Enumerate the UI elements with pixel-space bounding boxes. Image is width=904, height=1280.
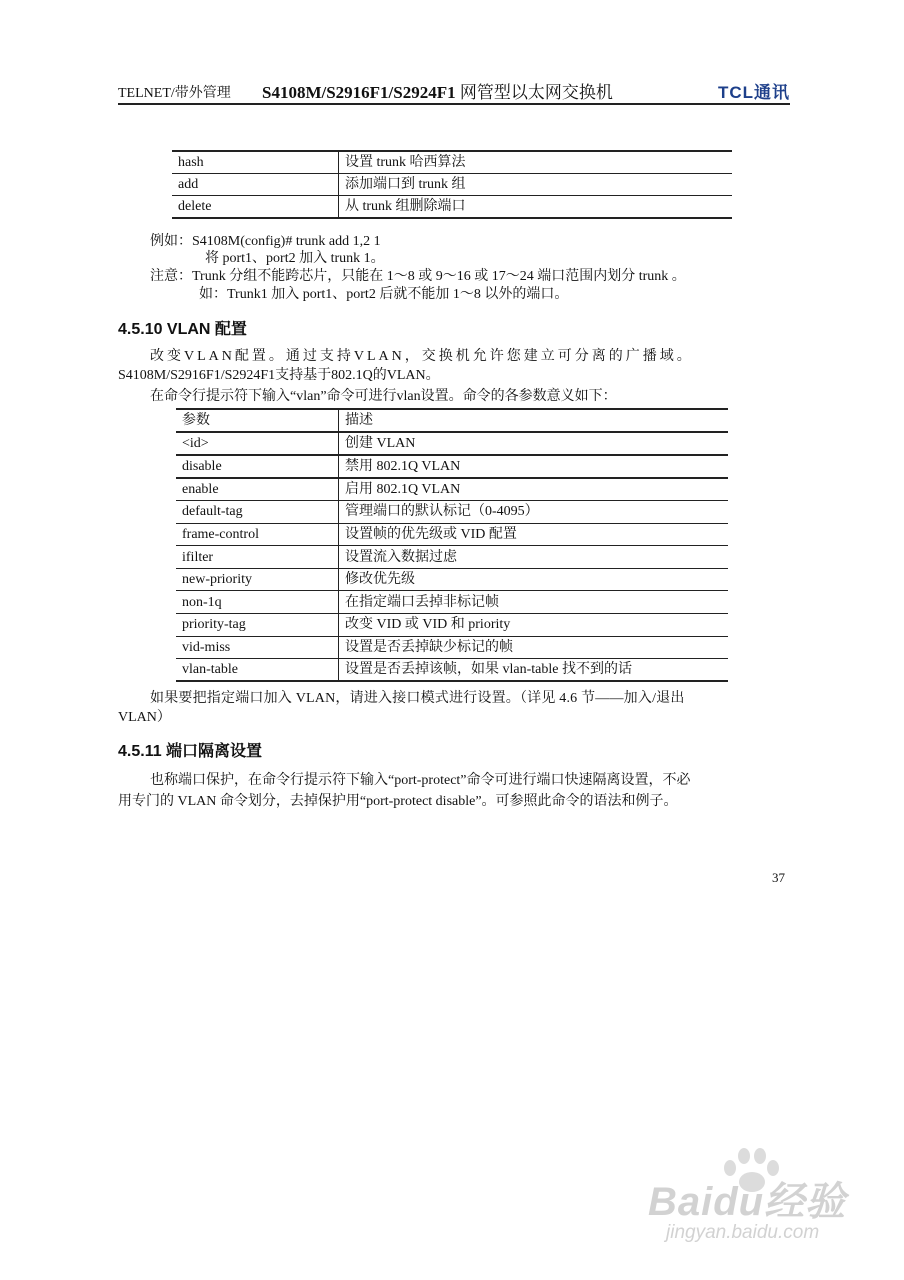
trunk-parameter-table — [172, 150, 732, 219]
desc-cell: 禁用 802.1Q VLAN — [345, 459, 461, 474]
param-cell: frame-control — [176, 523, 339, 546]
note-line-2: 如：Trunk1 加入 port1、port2 后就不能加 1～8 以外的端口。 — [199, 287, 569, 302]
table-row — [176, 523, 728, 546]
desc-cell: 改变 VID 或 VID 和 priority — [345, 617, 511, 633]
vlan-intro-line-2: S4108M/S2916F1/S2924F1支持基于802.1Q的VLAN。 — [118, 368, 440, 383]
desc-cell: 设置 trunk 哈西算法 — [345, 155, 466, 170]
param-cell: delete — [172, 196, 339, 219]
table-row — [176, 614, 728, 637]
table-row — [176, 501, 728, 524]
section-heading-vlan-config: 4.5.10 VLAN 配置 — [118, 321, 247, 338]
desc-cell: 设置帧的优先级或 VID 配置 — [345, 526, 517, 542]
table-row — [176, 568, 728, 591]
param-cell: hash — [172, 151, 339, 174]
table-row — [172, 174, 732, 196]
desc-cell: 修改优先级 — [345, 572, 415, 588]
after-table-line-2: VLAN） — [118, 710, 171, 725]
table-row — [176, 591, 728, 614]
example-command: 例如：S4108M(config)# trunk add 1,2 1 — [150, 234, 381, 249]
desc-cell: 管理端口的默认标记（0-4095） — [345, 504, 539, 520]
desc-cell: 设置是否丢掉该帧，如果 vlan-table 找不到的话 — [345, 662, 632, 678]
param-cell: ifilter — [176, 546, 339, 569]
tcl-logo: TCL通讯 — [717, 83, 790, 102]
param-cell: default-tag — [176, 501, 339, 524]
table-row — [176, 478, 728, 501]
desc-cell: 创建 VLAN — [345, 436, 416, 451]
table-row — [176, 432, 728, 455]
param-cell: vlan-table — [176, 659, 339, 682]
page-header — [118, 78, 790, 102]
page-number: 37 — [772, 870, 785, 885]
desc-cell: 设置流入数据过虑 — [345, 549, 457, 565]
header-model-names: S4108M/S2916F1/S2924F1 — [262, 83, 456, 102]
port-isolation-line-1: 也称端口保护，在命令行提示符下输入“port-protect”命令可进行端口快速隔离设置，不必 — [150, 773, 691, 788]
header-title-suffix: 网管型以太网交换机 — [459, 83, 613, 102]
desc-cell: 设置是否丢掉缺少标记的帧 — [345, 639, 513, 655]
vlan-command-intro: 在命令行提示符下输入“vlan”命令可进行vlan设置。命令的各参数意义如下： — [150, 389, 617, 404]
vlan-parameter-table — [176, 408, 728, 682]
table-row — [176, 455, 728, 478]
table-row — [176, 546, 728, 569]
desc-cell: 添加端口到 trunk 组 — [345, 177, 466, 192]
column-header-param: 参数 — [176, 409, 339, 432]
section-heading-port-isolation: 4.5.11 端口隔离设置 — [118, 743, 263, 760]
desc-cell: 启用 802.1Q VLAN — [345, 482, 461, 498]
watermark-brand: Baidu经验 — [648, 1180, 847, 1224]
port-isolation-line-2: 用专门的 VLAN 命令划分，去掉保护用“port-protect disable”。可参照此命令的语法和例子。 — [118, 794, 678, 809]
header-divider — [118, 103, 790, 105]
param-cell: priority-tag — [176, 614, 339, 637]
param-cell: <id> — [176, 432, 339, 455]
table-row — [172, 196, 732, 219]
param-cell: new-priority — [176, 568, 339, 591]
param-cell: disable — [176, 455, 339, 478]
table-header-row — [176, 409, 728, 432]
table-row — [176, 659, 728, 682]
note-line-1: 注意：Trunk 分组不能跨芯片，只能在 1～8 或 9～16 或 17～24 端口范围内划分 trunk 。 — [150, 269, 686, 284]
desc-cell: 从 trunk 组删除端口 — [345, 199, 466, 214]
param-cell: vid-miss — [176, 636, 339, 659]
table-row — [176, 636, 728, 659]
param-cell: enable — [176, 478, 339, 501]
header-title — [262, 78, 613, 103]
vlan-intro-line-1: 改变VLAN配置。通过支持VLAN，交换机允许您建立可分离的广播域。 — [150, 349, 694, 364]
watermark-url: jingyan.baidu.com — [666, 1222, 820, 1243]
after-table-line-1: 如果要把指定端口加入 VLAN，请进入接口模式进行设置。（详见 4.6 节——加入/退出 — [150, 691, 685, 706]
desc-cell: 在指定端口丢掉非标记帧 — [345, 594, 499, 610]
column-header-desc: 描述 — [345, 413, 373, 428]
example-explanation: 将 port1、port2 加入 trunk 1。 — [205, 251, 385, 266]
param-cell: non-1q — [176, 591, 339, 614]
param-cell: add — [172, 174, 339, 196]
table-row — [172, 151, 732, 174]
header-section-label: TELNET/带外管理 — [118, 86, 231, 101]
